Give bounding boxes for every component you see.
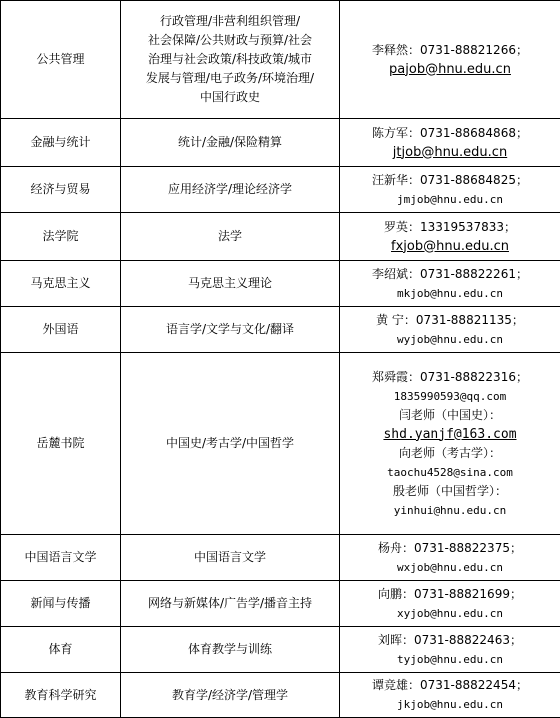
field-cell bbox=[121, 119, 340, 167]
contact-cell bbox=[340, 261, 560, 307]
table-row bbox=[1, 581, 560, 627]
email-text: jmjob@hnu.edu.cn bbox=[344, 190, 556, 209]
field-cell bbox=[121, 307, 340, 353]
department-cell bbox=[1, 1, 121, 119]
email-text: wxjob@hnu.edu.cn bbox=[344, 558, 556, 577]
department-cell bbox=[1, 213, 121, 261]
contact-cell bbox=[340, 307, 560, 353]
table-row bbox=[1, 535, 560, 581]
field-cell bbox=[121, 167, 340, 213]
field-line: 行政管理/非营利组织管理/ bbox=[125, 12, 335, 31]
field-line: 中国语言文学 bbox=[125, 548, 335, 567]
email-text: taochu4528@sina.com bbox=[344, 463, 556, 482]
department-cell bbox=[1, 167, 121, 213]
field-line: 统计/金融/保险精算 bbox=[125, 133, 335, 152]
contact-cell bbox=[340, 581, 560, 627]
contact-line: 汪新华：0731-88684825； bbox=[344, 171, 556, 190]
department-cell bbox=[1, 119, 121, 167]
contact-line: 向鹏：0731-88821699； bbox=[344, 585, 556, 604]
department-name: 马克思主义 bbox=[30, 276, 90, 290]
department-name: 外国语 bbox=[42, 322, 78, 336]
table-row bbox=[1, 673, 560, 718]
table-row bbox=[1, 261, 560, 307]
email-text: 1835990593@qq.com bbox=[344, 387, 556, 406]
contact-line: 李释然：0731-88821266； bbox=[344, 41, 556, 60]
field-cell bbox=[121, 627, 340, 673]
contact-line: 罗英：13319537833； bbox=[344, 218, 556, 237]
email-text: mkjob@hnu.edu.cn bbox=[344, 284, 556, 303]
email-text: jkjob@hnu.edu.cn bbox=[344, 695, 556, 714]
table-row bbox=[1, 627, 560, 673]
department-name: 教育科学研究 bbox=[24, 688, 96, 702]
email-text: wyjob@hnu.edu.cn bbox=[344, 330, 556, 349]
department-name: 法学院 bbox=[42, 229, 78, 243]
table-row bbox=[1, 1, 560, 119]
field-line: 治理与社会政策/科技政策/城市 bbox=[125, 50, 335, 69]
email-text: yinhui@hnu.edu.cn bbox=[344, 501, 556, 520]
field-cell bbox=[121, 581, 340, 627]
field-cell bbox=[121, 1, 340, 119]
table-row bbox=[1, 353, 560, 535]
department-name: 经济与贸易 bbox=[30, 182, 90, 196]
email-link[interactable]: pajob@hnu.edu.cn bbox=[344, 60, 556, 79]
contact-line: 李绍斌：0731-88822261； bbox=[344, 265, 556, 284]
email-link[interactable]: jtjob@hnu.edu.cn bbox=[344, 143, 556, 162]
department-cell bbox=[1, 673, 121, 718]
field-line: 教育学/经济学/管理学 bbox=[125, 686, 335, 705]
field-cell bbox=[121, 213, 340, 261]
contact-cell bbox=[340, 1, 560, 119]
field-line: 法学 bbox=[125, 227, 335, 246]
contact-line: 黄 宁：0731-88821135； bbox=[344, 311, 556, 330]
contact-cell bbox=[340, 535, 560, 581]
department-name: 新闻与传播 bbox=[30, 596, 90, 610]
contact-line: 陈方军：0731-88684868； bbox=[344, 124, 556, 143]
field-line: 体育教学与训练 bbox=[125, 640, 335, 659]
field-line: 马克思主义理论 bbox=[125, 274, 335, 293]
contact-line: 殷老师（中国哲学）： bbox=[344, 482, 556, 501]
department-cell bbox=[1, 353, 121, 535]
department-cell bbox=[1, 261, 121, 307]
contact-line: 谭竞雄：0731-88822454； bbox=[344, 676, 556, 695]
contact-cell bbox=[340, 119, 560, 167]
department-cell bbox=[1, 307, 121, 353]
contact-line: 闫老师（中国史）： bbox=[344, 406, 556, 425]
department-name: 中国语言文学 bbox=[24, 550, 96, 564]
contact-cell bbox=[340, 167, 560, 213]
email-link[interactable]: shd.yanjf@163.com bbox=[344, 425, 556, 444]
field-cell bbox=[121, 673, 340, 718]
department-cell bbox=[1, 627, 121, 673]
contact-cell bbox=[340, 627, 560, 673]
field-line: 网络与新媒体/广告学/播音主持 bbox=[125, 594, 335, 613]
field-line: 中国史/考古学/中国哲学 bbox=[125, 434, 335, 453]
field-line: 社会保障/公共财政与预算/社会 bbox=[125, 31, 335, 50]
field-cell bbox=[121, 353, 340, 535]
department-name: 公共管理 bbox=[36, 52, 84, 66]
field-cell bbox=[121, 535, 340, 581]
contact-cell bbox=[340, 353, 560, 535]
email-text: xyjob@hnu.edu.cn bbox=[344, 604, 556, 623]
contact-cell bbox=[340, 213, 560, 261]
contact-line: 向老师（考古学）： bbox=[344, 444, 556, 463]
contact-line: 郑舜霞：0731-88822316； bbox=[344, 368, 556, 387]
contact-line: 刘晖：0731-88822463； bbox=[344, 631, 556, 650]
table-row bbox=[1, 119, 560, 167]
department-cell bbox=[1, 581, 121, 627]
department-name: 体育 bbox=[48, 642, 72, 656]
table-body bbox=[1, 1, 560, 718]
table-row bbox=[1, 167, 560, 213]
department-name: 岳麓书院 bbox=[36, 436, 84, 450]
contact-line: 杨舟：0731-88822375； bbox=[344, 539, 556, 558]
field-cell bbox=[121, 261, 340, 307]
department-name: 金融与统计 bbox=[30, 135, 90, 149]
department-cell bbox=[1, 535, 121, 581]
field-line: 应用经济学/理论经济学 bbox=[125, 180, 335, 199]
contact-cell bbox=[340, 673, 560, 718]
email-link[interactable]: fxjob@hnu.edu.cn bbox=[344, 237, 556, 256]
table-row bbox=[1, 307, 560, 353]
field-line: 语言学/文学与文化/翻译 bbox=[125, 320, 335, 339]
field-line: 中国行政史 bbox=[125, 88, 335, 107]
email-text: tyjob@hnu.edu.cn bbox=[344, 650, 556, 669]
table-row bbox=[1, 213, 560, 261]
field-line: 发展与管理/电子政务/环境治理/ bbox=[125, 69, 335, 88]
